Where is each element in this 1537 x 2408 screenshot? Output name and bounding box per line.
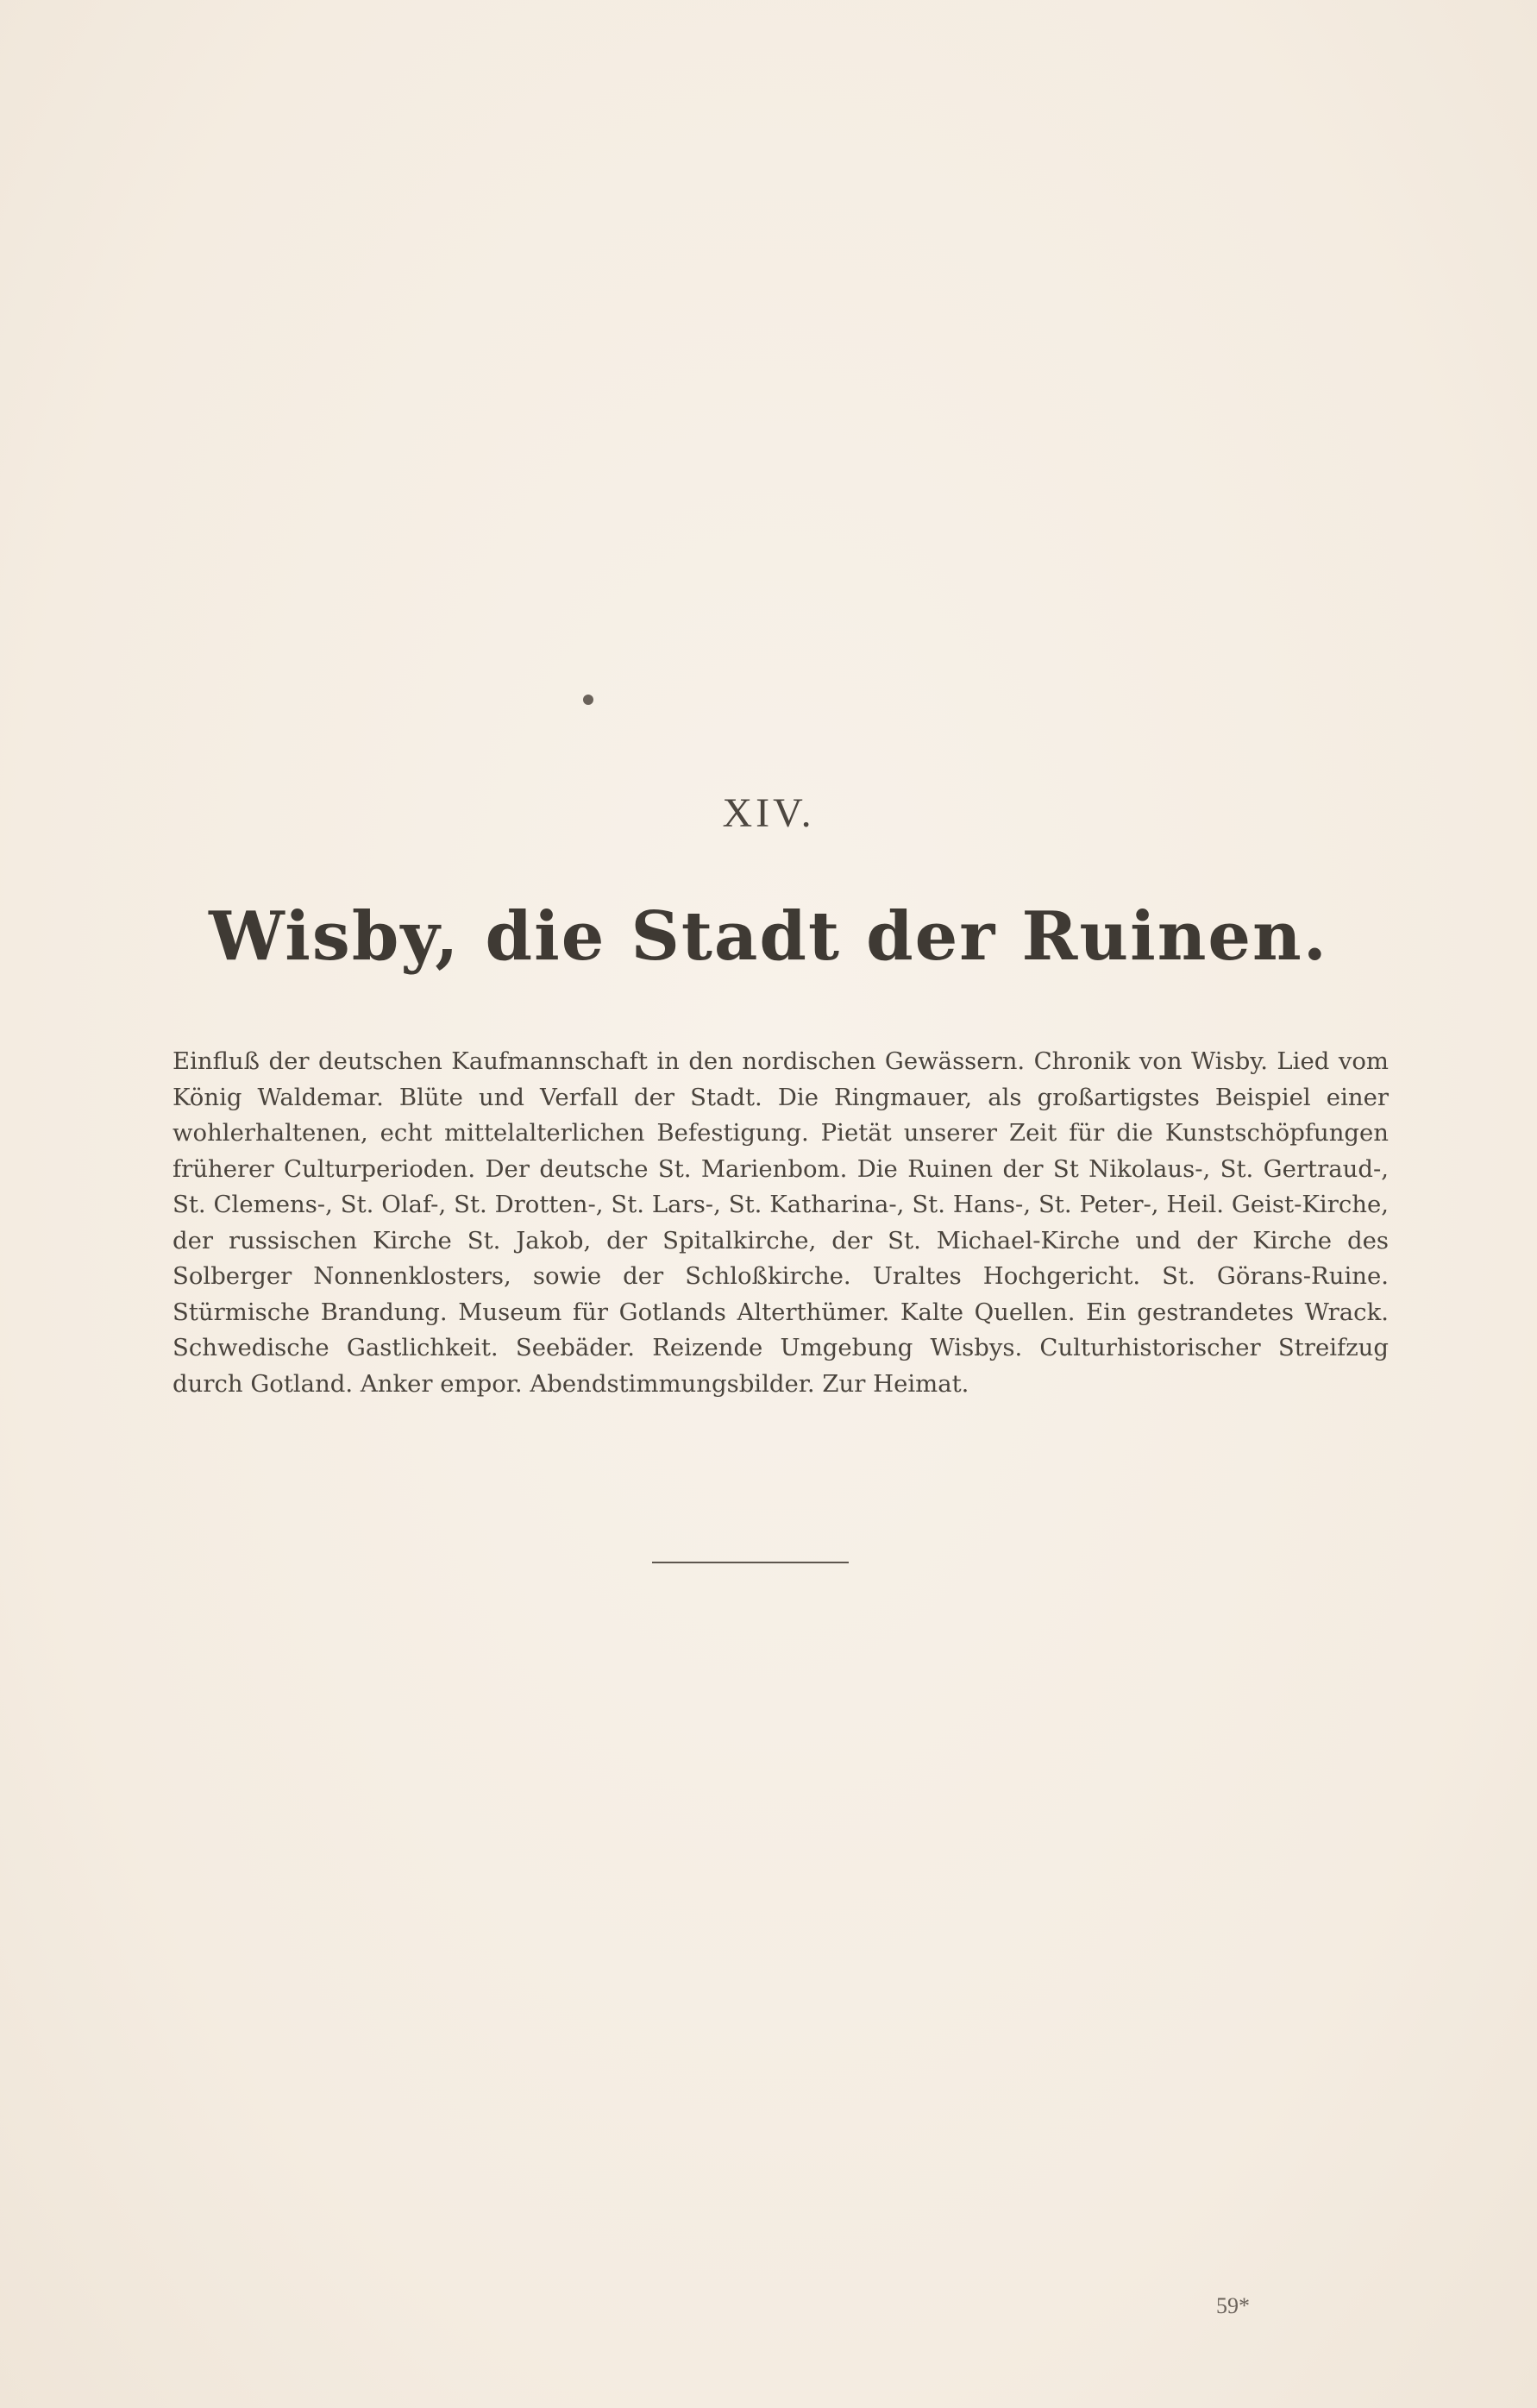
page-number: 59* (1216, 2293, 1250, 2318)
chapter-number: XIV. (722, 790, 815, 836)
section-divider (652, 1562, 849, 1563)
chapter-title: Wisby, die Stadt der Ruinen. (209, 897, 1328, 976)
chapter-summary: Einfluß der deutschen Kaufmannschaft in den nordischen Gewässern. Chronik von Wisby. Lied vom König Waldemar. Blüte und Verfall der Stadt. Die Ringmauer, als großartigstes Beispiel einer wohlerhaltenen, echt mittelalterlichen Befestigung. Pietät unserer Zeit für die Kunstschöpfungen früherer Culturperioden. Der deutsche St. Marienbom. Die Ruinen der St Nikolaus-, St. Gertraud-, St. Clemens-, St. Olaf-, St. Drotten-, St. Lars-, St. Katharina-, St. Hans-, St. Peter-, Heil. Geist-Kirche, der russischen Kirche St. Jakob, der Spitalkirche, der St. Michael-Kirche und der Kirche des Solberger Nonnenklosters, sowie der Schloßkirche. Uraltes Hochgericht. St. Görans-Ruine. Stürmische Brandung. Museum für Gotlands Alterthümer. Kalte Quellen. Ein gestrandetes Wrack. Schwedische Gastlichkeit. Seebäder. Reizende Umgebung Wisbys. Culturhistorischer Streifzug durch Gotland. Anker empor. Abendstimmungsbilder. Zur Heimat. (173, 1047, 1389, 1398)
ink-dot (583, 695, 593, 705)
